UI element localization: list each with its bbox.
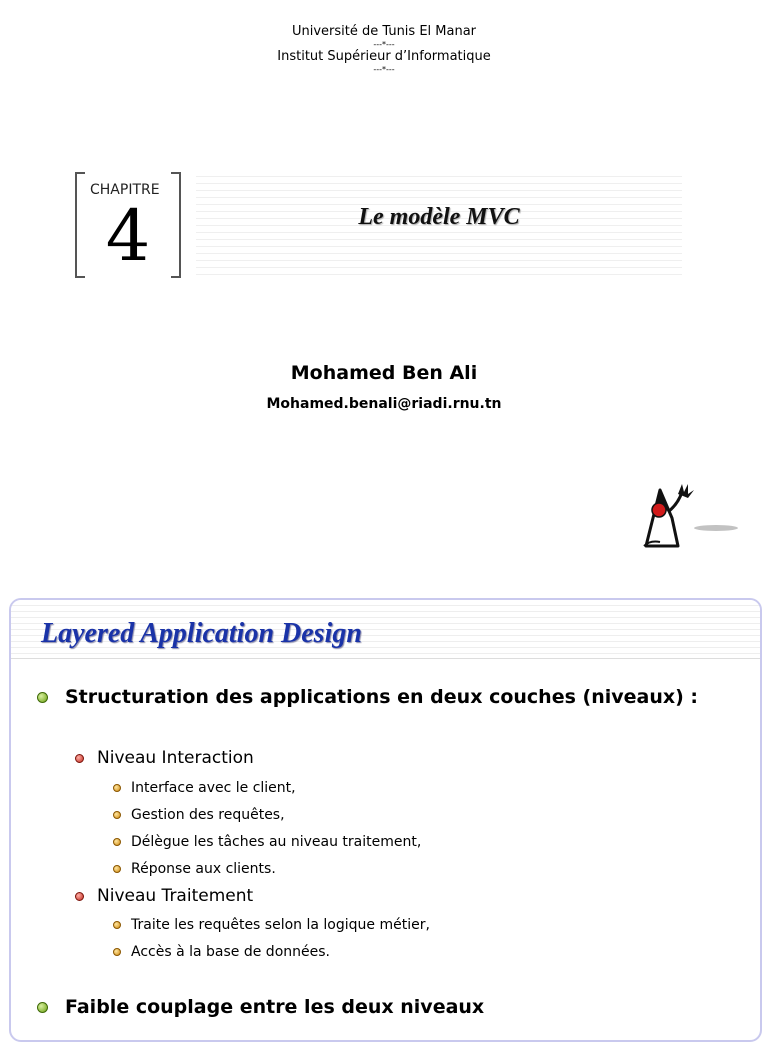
red-bullet-icon: [75, 892, 84, 901]
orange-bullet-icon: [113, 784, 121, 792]
list-item-text: Niveau Interaction: [97, 748, 254, 768]
chapter-label: CHAPITRE: [90, 182, 160, 198]
green-bullet-icon: [37, 692, 48, 703]
slide-panel: [9, 598, 762, 1042]
list-item: [113, 917, 430, 933]
slide-title: Layered Application Design: [41, 618, 362, 649]
institute-name: Institut Supérieur d’Informatique: [277, 49, 491, 64]
list-item: [113, 861, 276, 877]
slide-header: [11, 600, 760, 659]
orange-bullet-icon: [113, 921, 121, 929]
list-item: [37, 996, 484, 1018]
header-separator: ---*---: [373, 65, 395, 74]
list-item-text: Structuration des applications en deux couches (niveaux) :: [65, 686, 699, 708]
list-item-text: Accès à la base de données.: [131, 944, 330, 960]
list-item-text: Interface avec le client,: [131, 780, 296, 796]
orange-bullet-icon: [113, 838, 121, 846]
list-item-text: Faible couplage entre les deux niveaux: [65, 996, 485, 1018]
chapter-title: Le modèle MVC: [358, 204, 520, 230]
author-name: Mohamed Ben Ali: [290, 362, 478, 384]
list-item: [113, 780, 296, 796]
list-item: [75, 886, 253, 906]
list-item-text: Niveau Traitement: [97, 886, 254, 906]
list-item: [75, 748, 254, 768]
orange-bullet-icon: [113, 865, 121, 873]
list-item-text: Traite les requêtes selon la logique métier,: [131, 917, 430, 933]
list-item-text: Gestion des requêtes,: [131, 807, 285, 823]
chapter-number: 4: [105, 195, 151, 277]
list-item: [113, 807, 285, 823]
author-email: Mohamed.benali@riadi.rnu.tn: [266, 396, 502, 412]
java-duke-mascot-icon: [638, 478, 742, 550]
orange-bullet-icon: [113, 811, 121, 819]
list-item: [113, 834, 421, 850]
list-item-text: Délègue les tâches au niveau traitement,: [131, 834, 422, 850]
orange-bullet-icon: [113, 948, 121, 956]
document-header: [0, 24, 768, 74]
list-item-text: Réponse aux clients.: [131, 861, 276, 877]
header-separator: ---*---: [373, 40, 395, 49]
green-bullet-icon: [37, 1002, 48, 1013]
list-item: [113, 944, 330, 960]
chapter-marker: [75, 172, 181, 276]
list-item: [37, 686, 698, 708]
university-name: Université de Tunis El Manar: [291, 24, 477, 39]
red-bullet-icon: [75, 754, 84, 763]
